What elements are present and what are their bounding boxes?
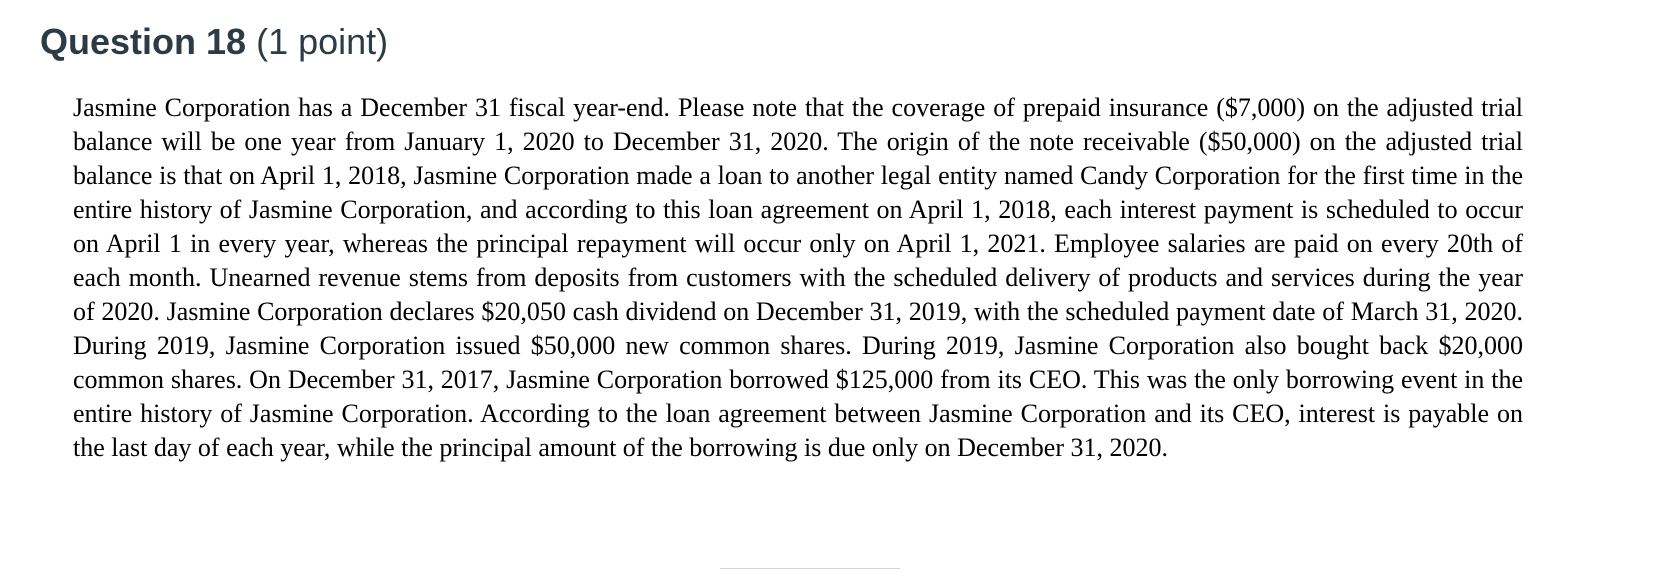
question-points: (1 point) [256,21,389,62]
question-header [40,14,388,70]
cut-off-content-divider [720,566,900,572]
question-title: Question 18 [40,21,247,62]
question-text: Jasmine Corporation has a December 31 fiscal year-end. Please note that the coverage of prepaid insurance ($7,000) on the adjusted trial balance will be one year from January 1, 2020 to December 31, 2020. The origin of the note receivable ($50,000) on the adjusted trial balance is that on April 1, 2018, Jasmine Corporation made a loan to another legal entity named Candy Corporation for the first time in the entire history of Jasmine Corporation, and according to this loan agreement on April 1, 2018, each interest payment is scheduled to occur on April 1 in every year, whereas the principal repayment will occur only on April 1, 2021. Employee salaries are paid on every 20th of each month. Unearned revenue stems from deposits from customers with the scheduled delivery of products and services during the year of 2020. Jasmine Corporation declares $20,050 cash dividend on December 31, 2019, with the scheduled payment date of March 31, 2020. During 2019, Jasmine Corporation issued $50,000 new common shares. During 2019, Jasmine Corporation also bought back $20,000 common shares. On December 31, 2017, Jasmine Corporation borrowed $125,000 from its CEO. This was the only borrowing event in the entire history of Jasmine Corporation. According to the loan agreement between Jasmine Corporation and its CEO, interest is payable on the last day of each year, while the principal amount of the borrowing is due only on December 31, 2020. [73,93,1523,462]
